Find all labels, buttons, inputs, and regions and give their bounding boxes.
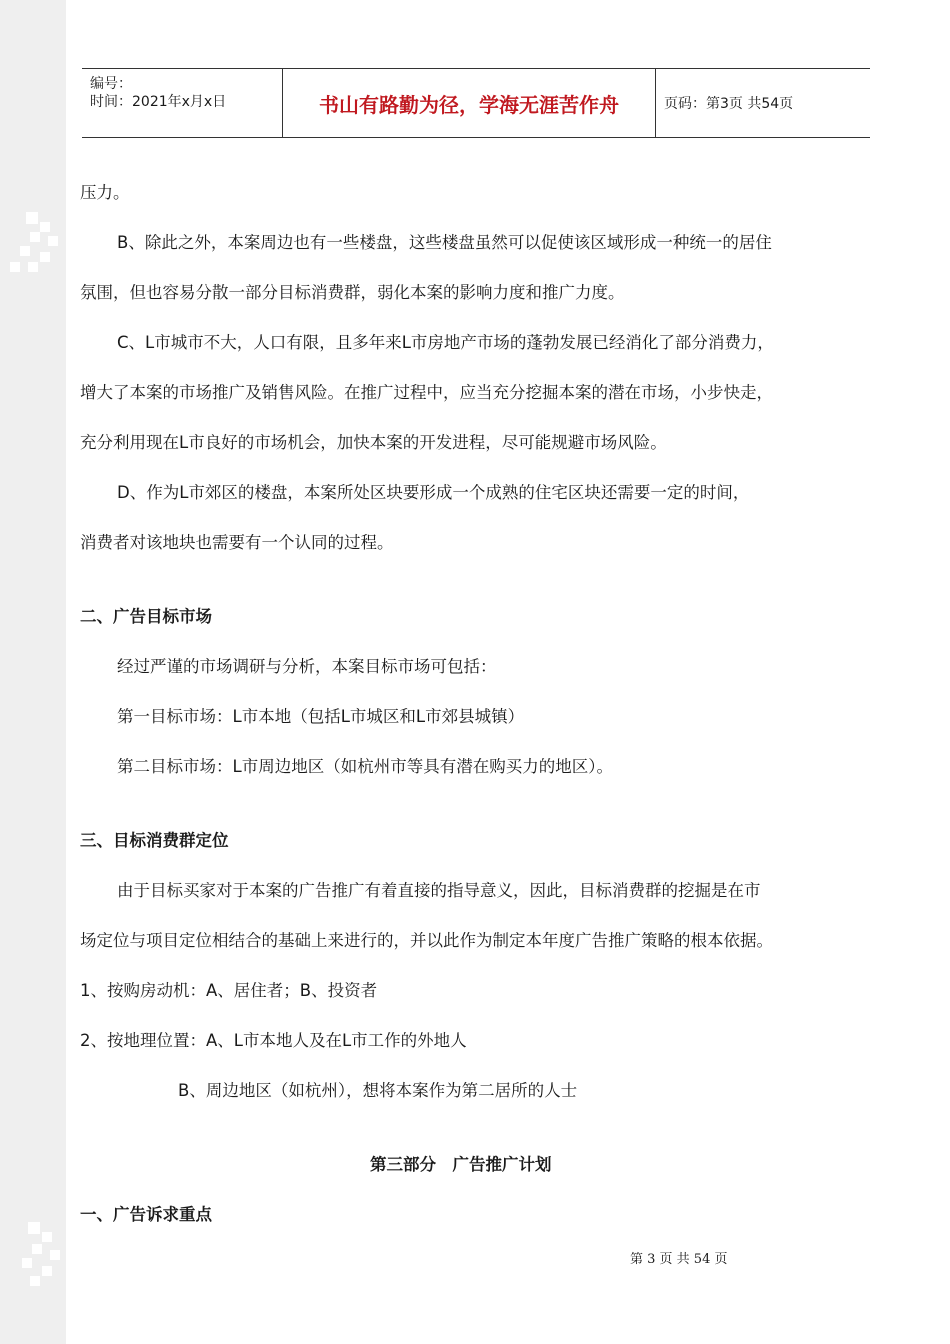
document-date: 时间：2021年x月x日 — [90, 94, 227, 110]
strip-pixel — [30, 232, 40, 242]
paragraph-line: 消费者对该地块也需要有一个认同的过程。 — [80, 533, 394, 552]
paragraph-line: C、L市城市不大，人口有限，且多年来L市房地产市场的蓬勃发展已经消化了部分消费力， — [117, 333, 774, 352]
strip-pixel — [48, 236, 58, 246]
paragraph-line: 经过严谨的市场调研与分析，本案目标市场可包括： — [117, 657, 497, 676]
strip-pixel — [22, 1258, 32, 1268]
strip-pixel — [42, 1266, 52, 1276]
part-title: 第三部分 广告推广计划 — [370, 1155, 552, 1174]
paragraph-line: 第一目标市场：L市本地（包括L市城区和L市郊县城镇） — [117, 707, 525, 726]
section-heading: 一、广告诉求重点 — [80, 1205, 212, 1224]
paragraph-line: B、除此之外，本案周边也有一些楼盘，这些楼盘虽然可以促使该区域形成一种统一的居住 — [117, 233, 772, 252]
strip-pixel — [40, 252, 50, 262]
section-heading: 二、广告目标市场 — [80, 607, 212, 626]
strip-pixel — [10, 262, 20, 272]
header-motto: 书山有路勤为径，学海无涯苦作舟 — [282, 69, 656, 137]
header-page-info: 页码：第3页 共54页 — [664, 96, 794, 112]
paragraph-line: 压力。 — [80, 183, 130, 202]
paragraph-line: 场定位与项目定位相结合的基础上来进行的，并以此作为制定本年度广告推广策略的根本依据。 — [80, 931, 773, 950]
strip-pixel — [20, 246, 30, 256]
strip-pixel — [30, 1276, 40, 1286]
list-item: 1、按购房动机：A、居住者；B、投资者 — [80, 981, 378, 1000]
strip-pixel — [50, 1250, 60, 1260]
strip-pixel — [40, 222, 50, 232]
strip-pixel — [28, 262, 38, 272]
strip-pixel — [32, 1244, 42, 1254]
strip-pixel — [28, 1222, 40, 1234]
paragraph-line: D、作为L市郊区的楼盘，本案所处区块要形成一个成熟的住宅区块还需要一定的时间， — [117, 483, 750, 502]
paragraph-line: 氛围，但也容易分散一部分目标消费群，弱化本案的影响力度和推广力度。 — [80, 283, 625, 302]
page-header — [82, 68, 870, 138]
page-footer: 第 3 页 共 54 页 — [630, 1252, 728, 1267]
list-item: 2、按地理位置：A、L市本地人及在L市工作的外地人 — [80, 1031, 467, 1050]
paragraph-line: 充分利用现在L市良好的市场机会，加快本案的开发进程，尽可能规避市场风险。 — [80, 433, 667, 452]
strip-pixel — [26, 212, 38, 224]
list-item: B、周边地区（如杭州），想将本案作为第二居所的人士 — [178, 1081, 578, 1100]
strip-pixel — [42, 1232, 52, 1242]
header-left-cell — [82, 69, 282, 137]
section-heading: 三、目标消费群定位 — [80, 831, 229, 850]
paragraph-line: 增大了本案的市场推广及销售风险。在推广过程中，应当充分挖掘本案的潜在市场，小步快走， — [80, 383, 773, 402]
paragraph-line: 第二目标市场：L市周边地区（如杭州市等具有潜在购买力的地区）。 — [117, 757, 613, 776]
paragraph-line: 由于目标买家对于本案的广告推广有着直接的指导意义，因此，目标消费群的挖掘是在市 — [117, 881, 761, 900]
left-decorative-strip — [0, 0, 66, 1344]
document-number-label: 编号： — [90, 76, 132, 92]
